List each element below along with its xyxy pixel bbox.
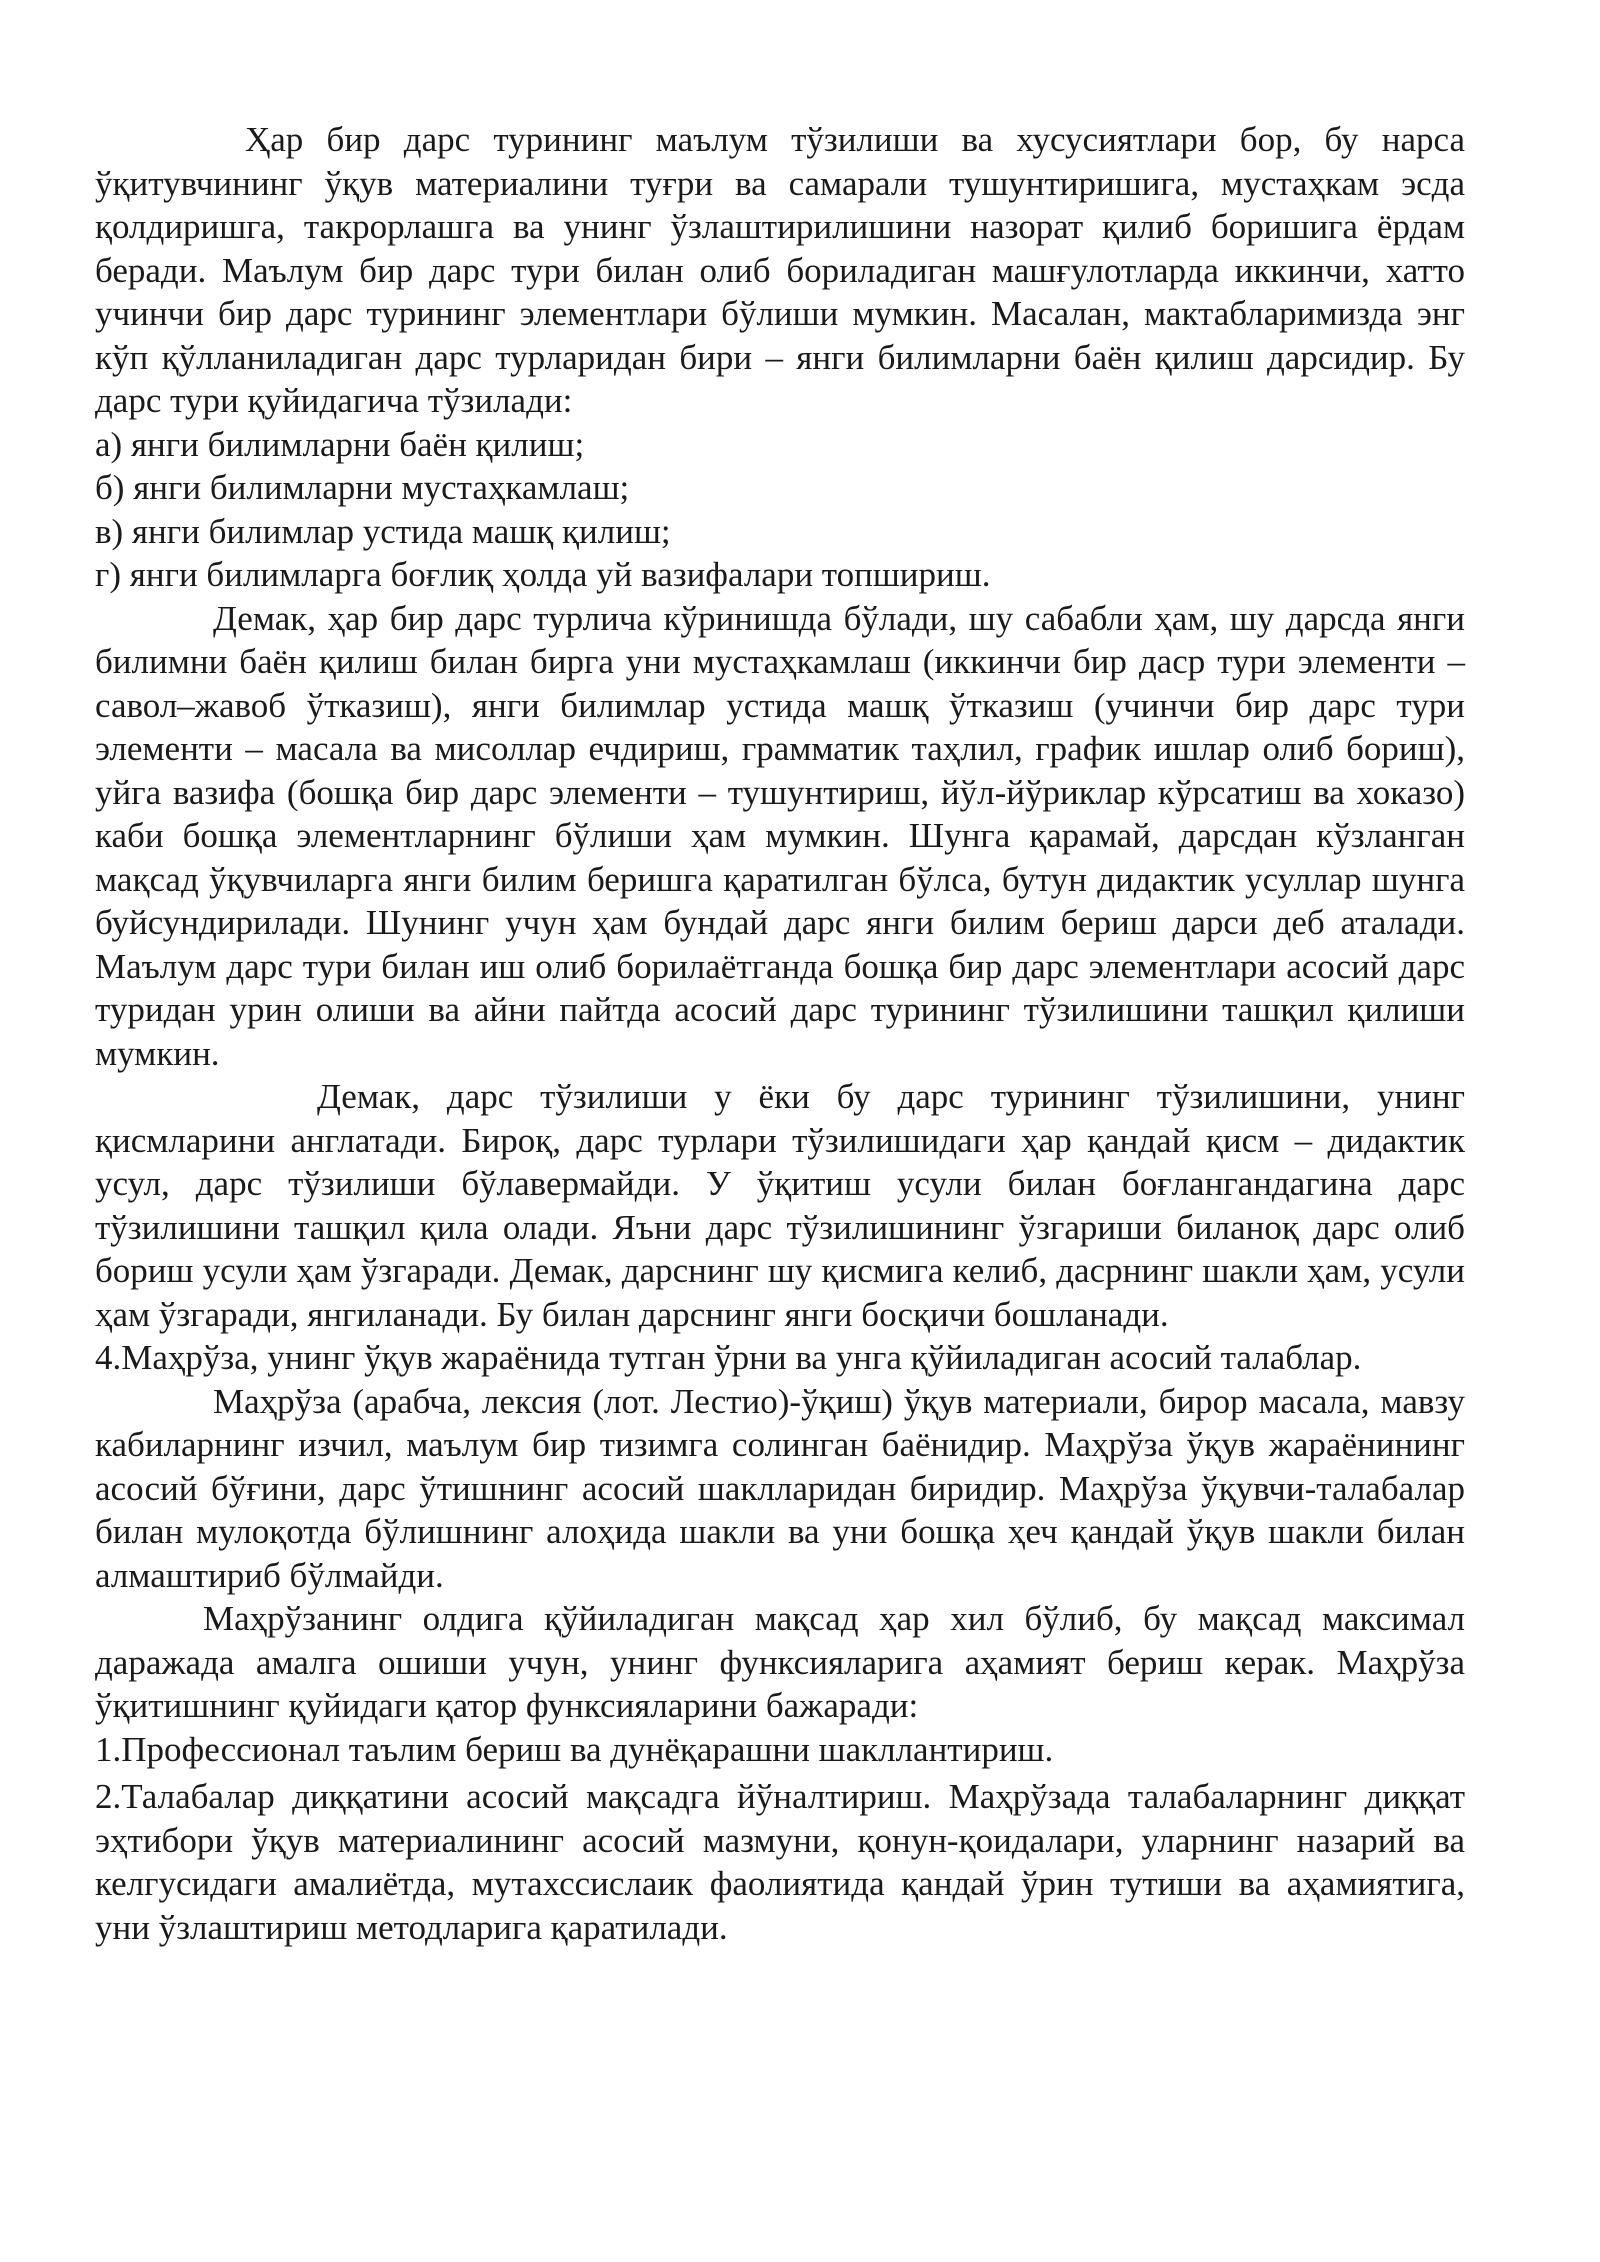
paragraph-lesson-structure: Ҳар бир дарс турининг маълум тўзилиши ва хусусиятлари бор, бу нарса ўқитувчининг ўқув материалини туғри ва самарали тушунтиришига, мустаҳкам эсда қолдиришга, такрорлашга ва унинг ўзлаштирилишини назорат қилиб боришига ёрдам беради. Маълум бир дарс тури билан олиб бориладиган машғулотларда иккинчи, хатто учинчи бир дарс турининг элементлари бўлиши мумкин. Масалан, мактабларимизда энг кўп қўлланиладиган дарс турларидан бири – янги билимларни баён қилиш дарсидир. Бу дарс тури қуйидагича тўзилади: [95, 120, 1465, 420]
list-item-a: а) янги билимларни баён қилиш; [95, 424, 585, 464]
list-item-g: г) янги билимларга боғлиқ ҳолда уй вазифалари топшириш. [95, 555, 991, 594]
document-page [95, 118, 1465, 1949]
paragraph-lesson-parts: Демак, дарс тўзилиши у ёки бу дарс турининг тўзилишини, унинг қисмларини англатади. Бироқ, дарс турлари тўзилишидаги ҳар қандай қисм – дидактик усул, дарс тўзилиши бўлавермайди. У ўқитиш усули билан боғлангандагина дарс тўзилишини ташқил қила олади. Яъни дарс тўзилишининг ўзгариши биланоқ дарс олиб бориш усули ҳам ўзгаради. Демак, дарснинг шу қисмига келиб, дасрнинг шакли ҳам, усули ҳам ўзгаради, янгиланади. Бу билан дарснинг янги босқичи бошланади. [95, 1077, 1465, 1334]
list-item-b: б) янги билимларни мустаҳкамлаш; [95, 468, 630, 507]
paragraph-lesson-forms: Демак, ҳар бир дарс турлича кўринишда бўлади, шу сабабли ҳам, шу дарсда янги билимни баён қилиш билан бирга уни мустаҳкамлаш (иккинчи бир даср тури элементи – савол–жавоб ўтказиш), янги билимлар устида машқ ўтказиш (учинчи бир дарс тури элементи – масала ва мисоллар ечдириш, грамматик таҳлил, график ишлар олиб бориш), уйга вазифа (бошқа бир дарс элементи – тушунтириш, йўл-йўриклар кўрсатиш ва хоказо) каби бошқа элементларнинг бўлиши ҳам мумкин. Шунга қарамай, дарсдан кўзланган мақсад ўқувчиларга янги билим беришга қаратилган бўлса, бутун дидактик усуллар шунга буйсундирилади. Шунинг учун ҳам бундай дарс янги билим бериш дарси деб аталади. Маълум дарс тури билан иш олиб борилаётганда бошқа бир дарс элементлари асосий дарс туридан урин олиши ва айни пайтда асосий дарс турининг тўзилишини ташқил қилиши мумкин. [95, 598, 1465, 1073]
section-heading-lecture: 4.Маҳрўза, унинг ўқув жараёнида тутган ўрни ва унга қўйиладиган асосий талаблар. [95, 1338, 1362, 1377]
list-item-v: в) янги билимлар устида машқ қилиш; [95, 511, 671, 551]
list-item-function-2: 2.Талабалар диққатини асосий мақсадга йўналтириш. Маҳрўзада талабаларнинг диққат эҳтибори ўқув материалининг асосий мазмуни, қонун-қоидалари, уларнинг назарий ва келгусидаги амалиётда, мутахссислаик фаолиятида қандай ўрин тутиши ва аҳамиятига, уни ўзлаштириш методларига қаратилади. [95, 1777, 1465, 1947]
paragraph-lecture-definition: Маҳрўза (арабча, лексия (лот. Лестио)-ўқиш) ўқув материали, бирор масала, мавзу кабиларнинг изчил, маълум бир тизимга солинган баёнидир. Маҳрўза ўқув жараёнининг асосий бўғини, дарс ўтишнинг асосий шаклларидан биридир. Маҳрўза ўқувчи-талабалар билан мулоқотда бўлишнинг алоҳида шакли ва уни бошқа ҳеч қандай ўқув шакли билан алмаштириб бўлмайди. [95, 1381, 1465, 1595]
paragraph-lecture-goals: Маҳрўзанинг олдига қўйиладиган мақсад ҳар хил бўлиб, бу мақсад максимал даражада амалга ошиши учун, унинг функсияларига аҳамият бериш керак. Маҳрўза ўқитишнинг қуйидаги қатор функсияларини бажаради: [95, 1599, 1465, 1725]
list-item-function-1: 1.Профессионал таълим бериш ва дунёқарашни шакллантириш. [95, 1729, 1054, 1769]
